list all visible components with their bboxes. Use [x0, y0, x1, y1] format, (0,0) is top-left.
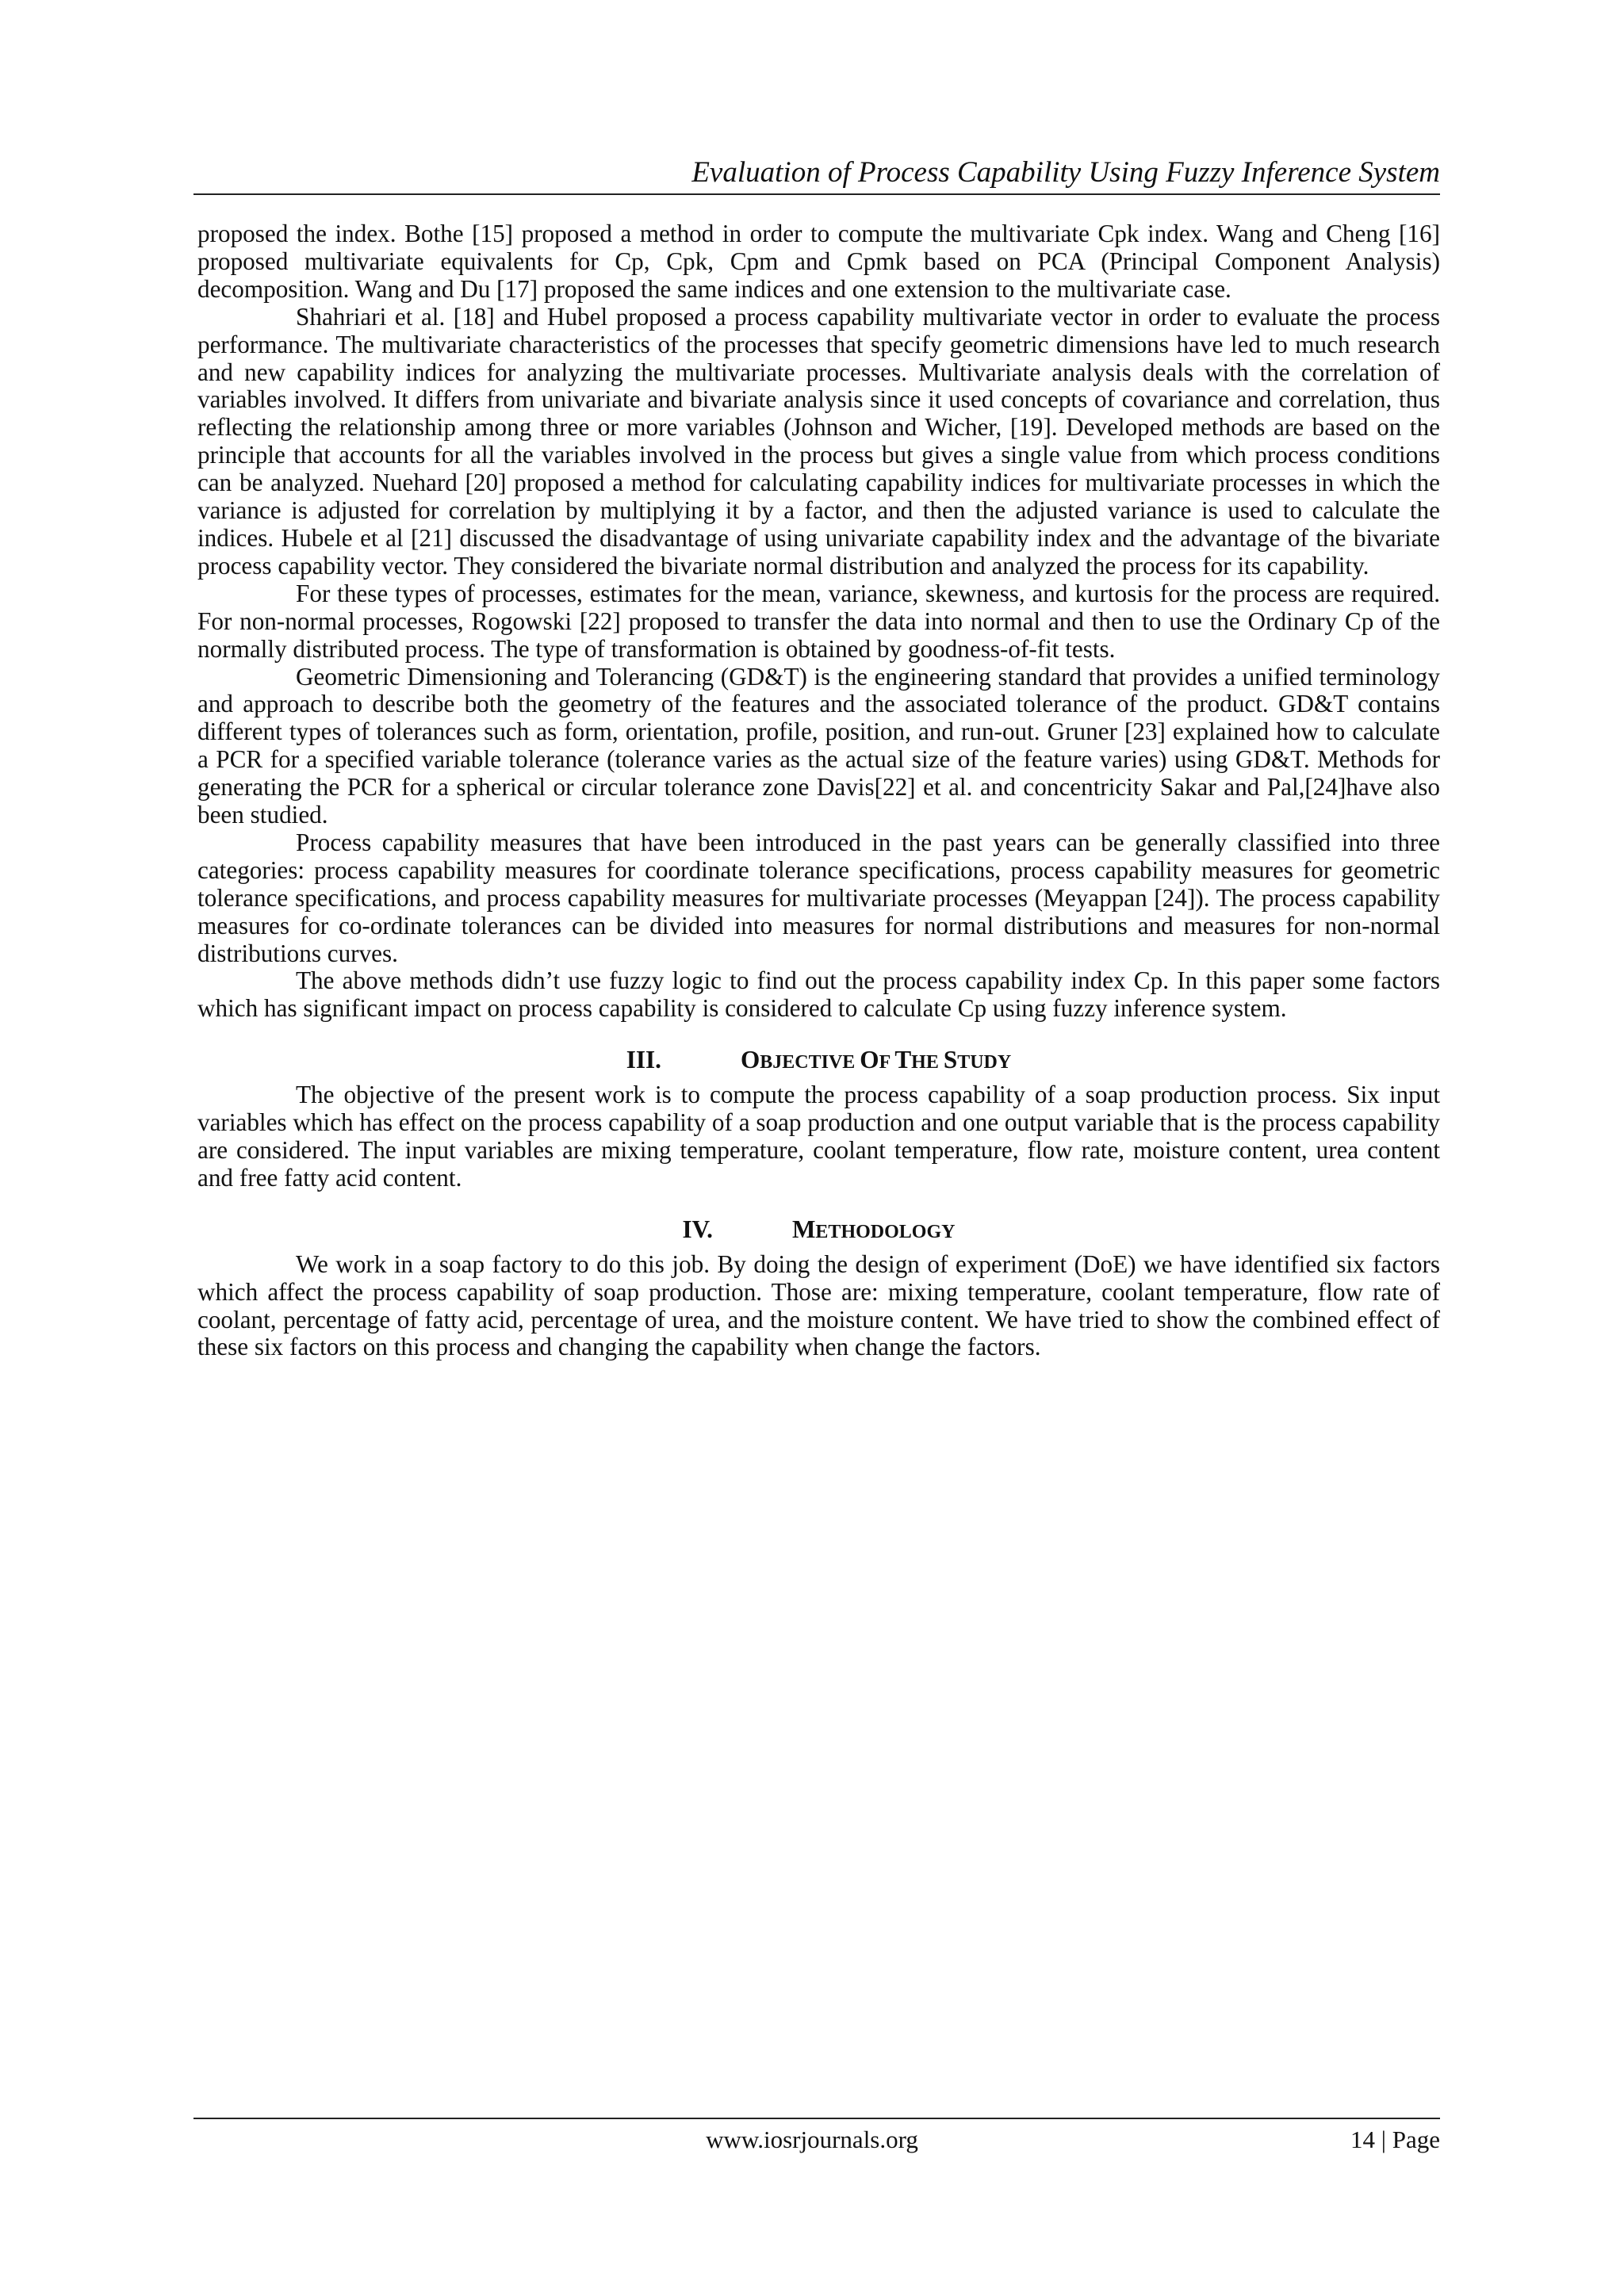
section-heading-objective [197, 1047, 1440, 1077]
paragraph-methodology: We work in a soap factory to do this job. By doing the design of experiment (DoE) we have identified six factors which affect the process capability of soap production. Those are: mixing temperature, coolant temperature, flow rate of coolant, percentage of fatty acid, percentage of urea, and the moisture content. We have tried to show the combined effect of these six factors on this process and changing the capability when change the factors. [197, 1249, 1440, 1361]
footer-rule [193, 2118, 1440, 2119]
section-number-4: IV. [682, 1215, 713, 1243]
body-text [197, 220, 1440, 1361]
section-title-4: METHODOLOGY [791, 1215, 956, 1243]
paragraph-5: Process capability measures that have been introduced in the past years can be generally classified into three categories: process capability measures for coordinate tolerance specifications, process capability measures for geometric tolerance specifications, and process capability measures for multivariate processes (Meyappan [24]). The process capability measures for co-ordinate tolerances can be divided into measures for normal distributions and measures for non-normal distributions curves. [197, 828, 1440, 967]
section-title-3: OBJECTIVE OF THE STUDY [740, 1046, 1012, 1074]
paragraph-4: Geometric Dimensioning and Tolerancing (GD&T) is the engineering standard that provides a unified terminology and approach to describe both the geometry of the features and the associated tolerance of the product. GD&T contains different types of tolerances such as form, orientation, profile, position, and run-out. Gruner [23] explained how to calculate a PCR for a specified variable tolerance (tolerance varies as the actual size of the feature varies) using GD&T. Methods for generating the PCR for a spherical or circular tolerance zone Davis[22] et al. and concentricity Sakar and Pal,[24]have also been studied. [197, 662, 1440, 829]
paragraph-6: The above methods didn’t use fuzzy logic to find out the process capability index Cp. In this paper some factors which has significant impact on process capability is considered to calculate Cp using fuzzy inference system. [197, 966, 1440, 1023]
running-header-title: Evaluation of Process Capability Using Fuzzy Inference System [691, 156, 1440, 189]
section-heading-methodology [197, 1216, 1440, 1246]
paragraph-2: Shahriari et al. [18] and Hubel proposed a process capability multivariate vector in order to evaluate the process performance. The multivariate characteristics of the processes that specify geometric dimensions have led to much research and new capability indices for analyzing the multivariate processes. Multivariate analysis deals with the correlation of variables involved. It differs from univariate and bivariate analysis since it used concepts of covariance and correlation, thus reflecting the relationship among three or more variables (Johnson and Wicher, [19]. Developed methods are based on the principle that accounts for all the variables involved in the process but gives a single value from which process conditions can be analyzed. Nuehard [20] proposed a method for calculating capability indices for multivariate processes in which the variance is adjusted for correlation by multiplying it by a factor, and then the adjusted variance is used to calculate the indices. Hubele et al [21] discussed the disadvantage of using univariate capability index and the advantage of the bivariate process capability vector. They considered the bivariate normal distribution and analyzed the process for its capability. [197, 302, 1440, 580]
paragraph-3: For these types of processes, estimates for the mean, variance, skewness, and kurtosis for the process are required. For non-normal processes, Rogowski [22] proposed to transfer the data into normal and then to use the Ordinary Cp of the normally distributed process. The type of transformation is obtained by goodness-of-fit tests. [197, 579, 1440, 663]
footer-url: www.iosrjournals.org [706, 2126, 918, 2153]
footer-page-number: 14 | Page [1350, 2126, 1440, 2153]
header-rule [193, 193, 1440, 195]
paragraph-objective: The objective of the present work is to compute the process capability of a soap production process. Six input variables which has effect on the process capability of a soap production and one output variable that is the process capability are considered. The input variables are mixing temperature, coolant temperature, flow rate, moisture content, urea content and free fatty acid content. [197, 1081, 1440, 1192]
section-number-3: III. [626, 1046, 661, 1074]
paragraph-1: proposed the index. Bothe [15] proposed a method in order to compute the multivariate Cpk index. Wang and Cheng [16] proposed multivariate equivalents for Cp, Cpk, Cpm and Cpmk based on PCA (Principal Component Analysis) decomposition. Wang and Du [17] proposed the same indices and one extension to the multivariate case. [197, 220, 1440, 303]
